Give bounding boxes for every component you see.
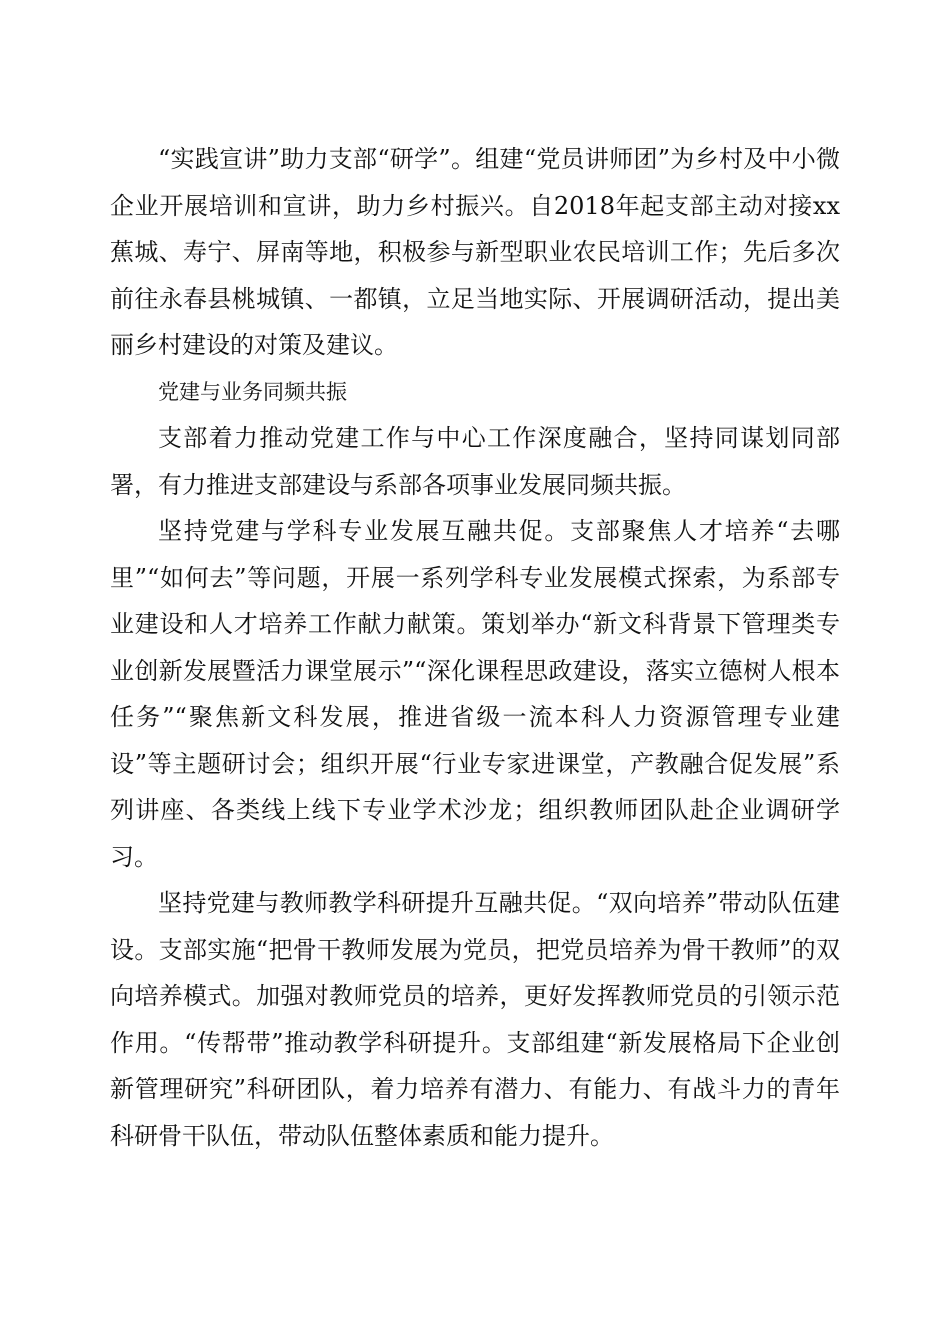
paragraph-discipline-development: 坚持党建与学科专业发展互融共促。支部聚焦人才培养“去哪里”“如何去”等问题，开展一系列学科专业发展模式探索，为系部专业建设和人才培养工作献力献策。策划举办“新文科背景下管理类专业创新发展暨活力课堂展示”“深化课程思政建设，落实立德树人根本任务”“聚焦新文科发展，推进省级一流本科人力资源管理专业建设”等主题研讨会；组织开展“行业专家进课堂，产教融合促发展”系列讲座、各类线上线下专业学术沙龙；组织教师团队赴企业调研学习。: [110, 517, 840, 871]
paragraph-practice-lecture: “实践宣讲”助力支部“研学”。组建“党员讲师团”为乡村及中小微企业开展培训和宣讲，助力乡村振兴。自2018年起支部主动对接xx蕉城、寿宁、屏南等地，积极参与新型职业农民培训工作；先后多次前往永春县桃城镇、一都镇，立足当地实际、开展调研活动，提出美丽乡村建设的对策及建议。: [110, 145, 840, 359]
paragraph-teacher-research: 坚持党建与教师教学科研提升互融共促。“双向培养”带动队伍建设。支部实施“把骨干教师发展为党员，把党员培养为骨干教师”的双向培养模式。加强对教师党员的培养，更好发挥教师党员的引领示范作用。“传帮带”推动教学科研提升。支部组建“新发展格局下企业创新管理研究”科研团队，着力培养有潜力、有能力、有战斗力的青年科研骨干队伍，带动队伍整体素质和能力提升。: [110, 889, 840, 1150]
section-heading: 党建与业务同频共振: [158, 379, 347, 404]
document-body: [110, 136, 840, 1159]
paragraph-integration: 支部着力推动党建工作与中心工作深度融合，坚持同谋划同部署，有力推进支部建设与系部各项事业发展同频共振。: [110, 424, 840, 499]
